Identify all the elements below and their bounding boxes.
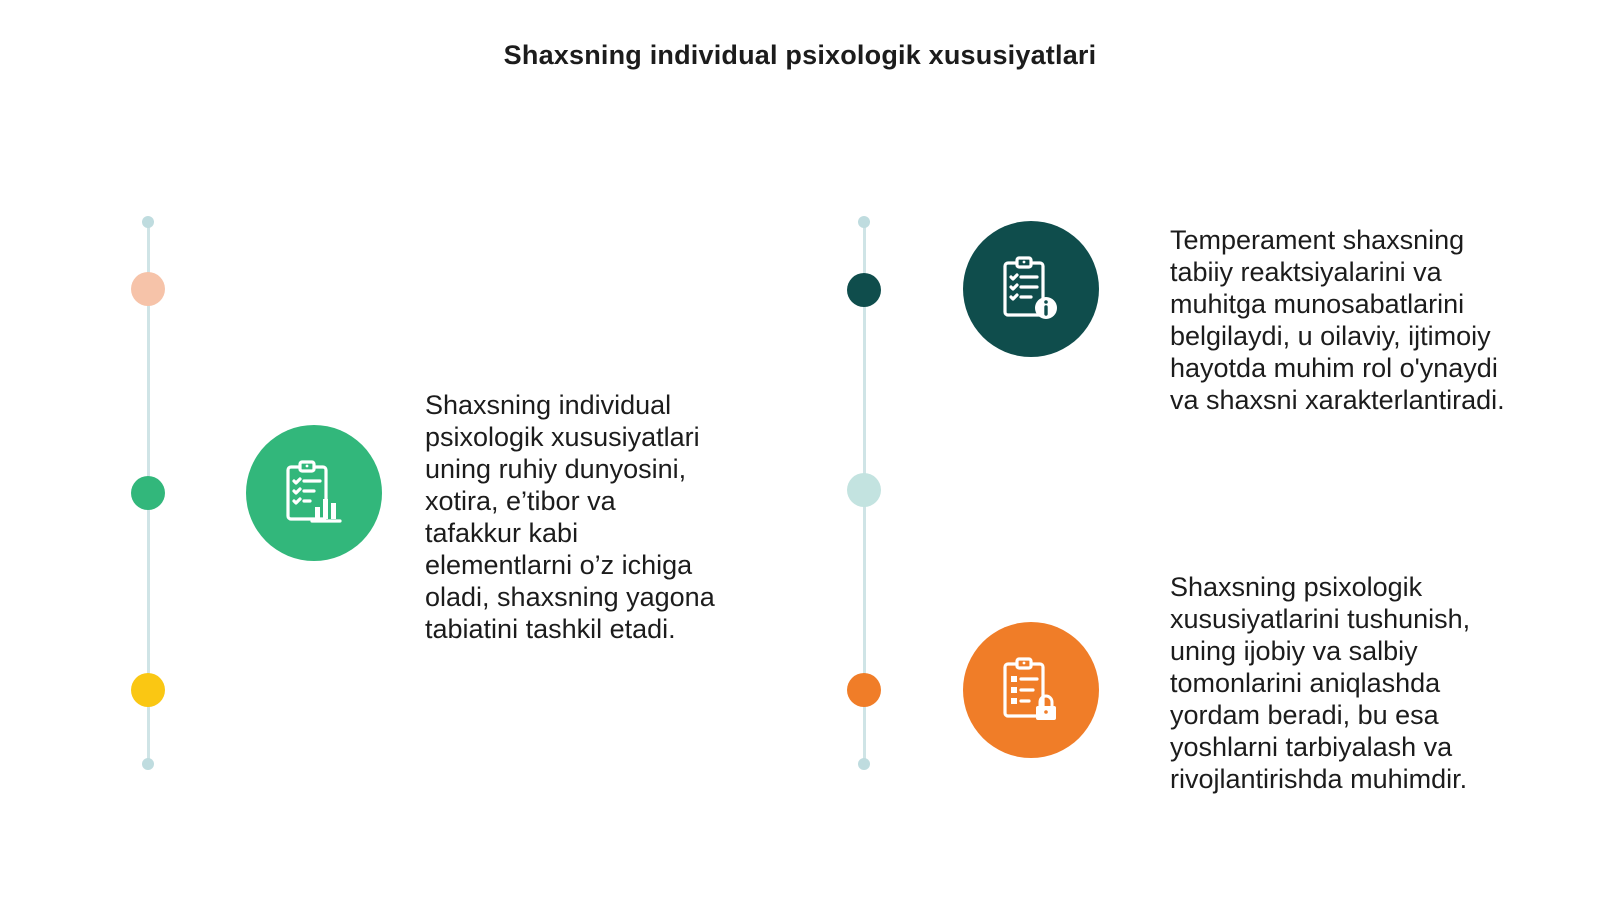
clipboard-chart-icon (246, 425, 382, 561)
timeline-marker-orange (847, 673, 881, 707)
item-text-1: Shaxsning individual psixologik xususiyatlari uning ruhiy dunyosini, xotira, e’tibor va tafakkur kabi elementlarni o’z ichiga oladi, shaxsning yagona tabiatini tashkil etadi. (425, 390, 715, 644)
timeline-end-dot (142, 216, 154, 228)
item-text-2: Temperament shaxsning tabiiy reaktsiyalarini va muhitga munosabatlarini belgilaydi, u oilaviy, ijtimoiy hayotda muhim rol o'ynaydi va shaxsni xarakterlantiradi. (1170, 225, 1505, 415)
page-title: Shaxsning individual psixologik xususiyatlari (503, 40, 1097, 70)
timeline-end-dot (858, 216, 870, 228)
timeline-marker-yellow (131, 673, 165, 707)
item-text-3: Shaxsning psixologik xususiyatlarini tushunish, uning ijobiy va salbiy tomonlarini aniqlashda yordam beradi, bu esa yoshlarni tarbiyalash va rivojlantirishda muhimdir. (1170, 572, 1471, 794)
timeline-marker-peach (131, 272, 165, 306)
timeline-marker-green (131, 476, 165, 510)
timeline-marker-dark-teal (847, 273, 881, 307)
timeline-marker-pale-teal (847, 473, 881, 507)
clipboard-lock-icon (963, 622, 1099, 758)
clipboard-info-icon (963, 221, 1099, 357)
timeline-end-dot (142, 758, 154, 770)
timeline-end-dot (858, 758, 870, 770)
